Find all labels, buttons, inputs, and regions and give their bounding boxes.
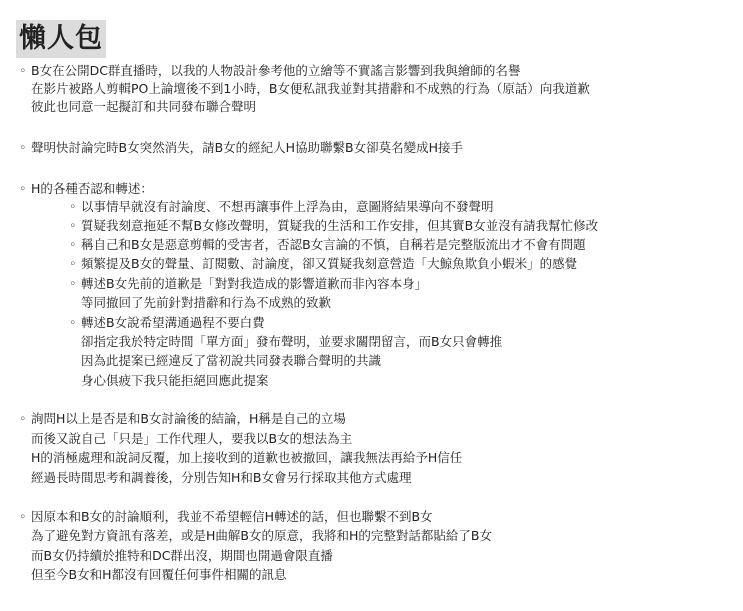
- section-1-line-2: 在影片被路人剪輯PO上論壇後不到1小時，B女便私訊我並對其措辭和不成熟的行為（原話）向我道歉: [31, 81, 590, 96]
- subitem-6-line-1: ◦ 轉述B女說希望溝通過程不要白費: [69, 315, 265, 330]
- section-5-line-4: 但至今B女和H都沒有回覆任何事件相關的訊息: [31, 567, 287, 582]
- subitem-4-line-1: ◦ 頻繁提及B女的聲量、訂閱數、討論度，卻又質疑我刻意營造「大鯨魚欺負小蝦米」的感覺: [69, 256, 578, 271]
- bullet-icon: ◦: [69, 276, 77, 291]
- bullet-icon: ◦: [19, 63, 27, 78]
- bullet-icon: ◦: [69, 199, 77, 214]
- bullet-icon: ◦: [69, 256, 77, 271]
- bullet-icon: ◦: [69, 218, 77, 233]
- subitem-1-line-1: ◦ 以事情早就沒有討論度、不想再讓事件上浮為由，意圖將結果導向不發聲明: [69, 199, 494, 214]
- bullet-icon: ◦: [19, 411, 27, 426]
- subitem-6-line-3: 因為此提案已經違反了當初說共同發表聯合聲明的共識: [81, 353, 382, 368]
- subitem-6-line-4: 身心俱疲下我只能拒絕回應此提案: [81, 373, 269, 388]
- section-4-line-4: 經過長時間思考和調養後，分別告知H和B女會另行採取其他方式處理: [31, 470, 412, 485]
- section-1-line-3: 彼此也同意一起擬訂和共同發布聯合聲明: [31, 99, 257, 114]
- section-5-line-3: 而B女仍持續於推特和DC群出沒，期間也開過會限直播: [31, 548, 333, 563]
- subitem-6-line-2: 卻指定我於特定時間「單方面」發布聲明，並要求關閉留言，而B女只會轉推: [81, 334, 503, 349]
- section-4-line-2: 而後又說自己「只是」工作代理人，要我以B女的想法為主: [31, 431, 353, 446]
- page-title: 懶人包: [16, 20, 106, 58]
- subitem-5-line-1: ◦ 轉述B女先前的道歉是「對對我造成的影響道歉而非內容本身」: [69, 276, 428, 291]
- bullet-icon: ◦: [69, 315, 77, 330]
- bullet-icon: ◦: [19, 509, 27, 524]
- subitem-3-line-1: ◦ 稱自己和B女是惡意剪輯的受害者，否認B女言論的不慎，自稱若是完整版流出才不會有問題: [69, 237, 586, 252]
- section-2-line-1: ◦ 聲明快討論完時B女突然消失，請B女的經紀人H協助聯繫B女卻莫名變成H接手: [19, 140, 464, 155]
- bullet-icon: ◦: [19, 181, 27, 196]
- section-5-line-2: 為了避免對方資訊有落差，或是H曲解B女的原意，我將和H的完整對話都貼給了B女: [31, 528, 492, 543]
- section-4-line-1: ◦ 詢問H以上是否是和B女討論後的結論，H稱是自己的立場: [19, 411, 346, 426]
- section-4-line-3: H的消極處理和說詞反覆，加上接收到的道歉也被撤回，讓我無法再給予H信任: [31, 450, 463, 465]
- bullet-icon: ◦: [69, 237, 77, 252]
- subitem-2-line-1: ◦ 質疑我刻意拖延不幫B女修改聲明，質疑我的生活和工作安排，但其實B女並沒有請我幫忙修改: [69, 218, 599, 233]
- bullet-icon: ◦: [19, 140, 27, 155]
- section-3-line-1: ◦ H的各種否認和轉述：: [19, 181, 153, 196]
- subitem-5-line-2: 等同撤回了先前針對措辭和行為不成熟的致歉: [81, 295, 332, 310]
- section-1-line-1: ◦ B女在公開DC群直播時，以我的人物設計參考他的立繪等不實謠言影響到我與繪師的名譽: [19, 63, 521, 78]
- section-5-line-1: ◦ 因原本和B女的討論順利，我並不希望輕信H轉述的話，但也聯繫不到B女: [19, 509, 433, 524]
